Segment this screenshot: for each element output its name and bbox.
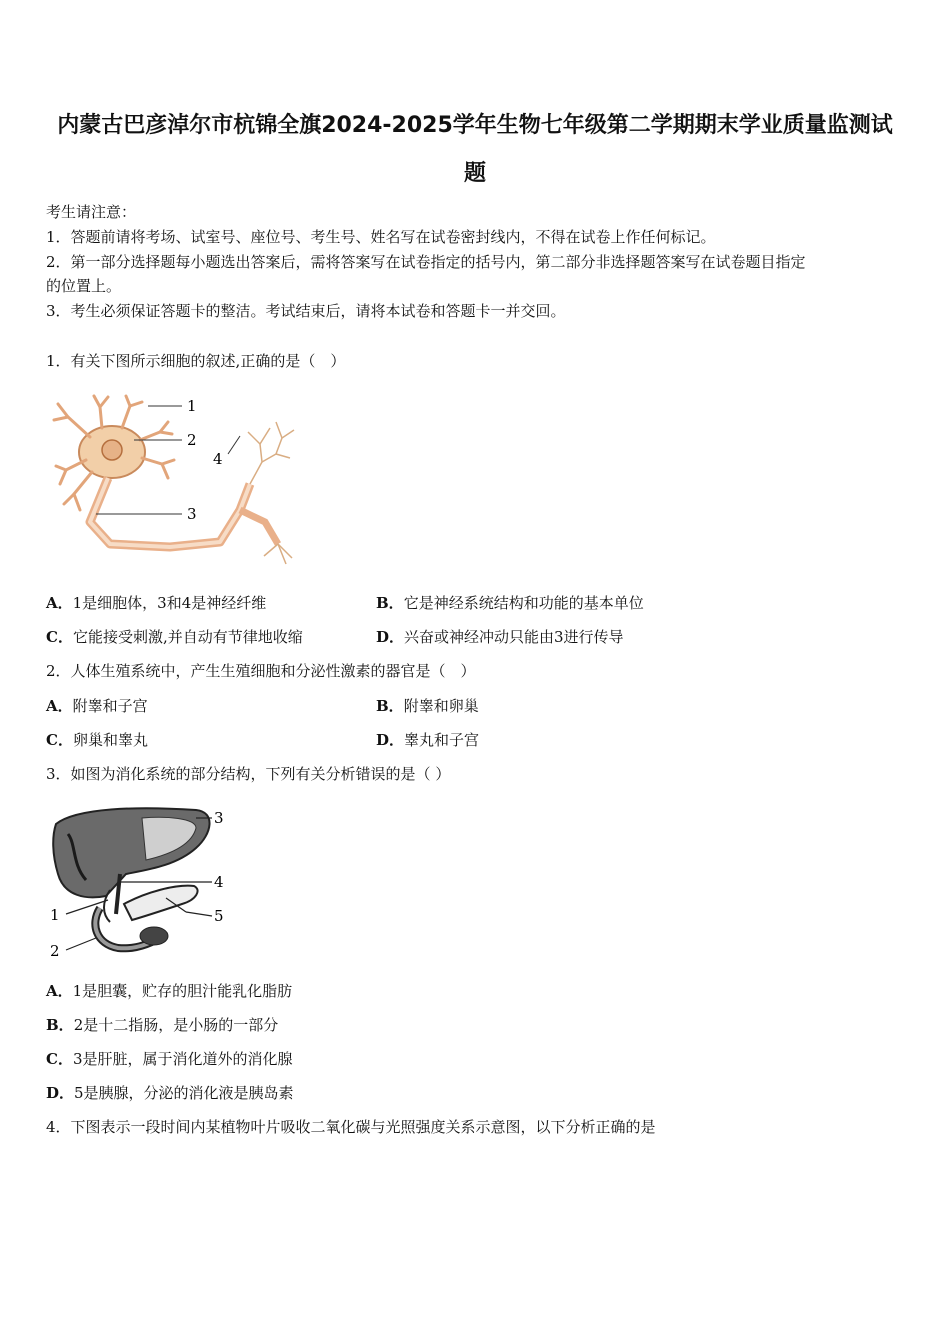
option-label: A． (46, 982, 73, 1000)
option-text: 5是胰腺，分泌的消化液是胰岛素 (74, 1084, 294, 1102)
figure-label: 5 (214, 907, 224, 925)
option-text: 它是神经系统结构和功能的基本单位 (403, 594, 644, 612)
axon-terminals (248, 422, 294, 564)
digestive-system-figure (46, 804, 236, 964)
option-a (46, 593, 266, 613)
figure-label: 2 (50, 942, 60, 960)
option-label: B． (46, 1016, 74, 1034)
option-d (376, 627, 624, 647)
option-label: C． (46, 1050, 73, 1068)
notice-item: 3．考生必须保证答题卡的整洁。考试结束后，请将本试卷和答题卡一并交回。 (46, 302, 566, 320)
question-2-stem: 2．人体生殖系统中，产生生殖细胞和分泌性激素的器官是（ ） (46, 662, 476, 680)
option-text: 3是肝脏，属于消化道外的消化腺 (72, 1050, 293, 1068)
option-c (46, 627, 303, 647)
figure-label: 4 (213, 450, 223, 468)
option-b (46, 1015, 278, 1035)
option-c (46, 1049, 293, 1069)
option-text: 1是细胞体，3和4是神经纤维 (72, 594, 267, 612)
page-title-line-2: 题 (463, 161, 486, 186)
notice-item: 2．第一部分选择题每小题选出答案后，需将答案写在试卷指定的括号内，第二部分非选择题答案写在试卷题目指定 (46, 253, 806, 271)
option-text: 兴奋或神经冲动只能由3进行传导 (404, 628, 624, 646)
question-3-stem: 3．如图为消化系统的部分结构，下列有关分析错误的是（ ） (46, 765, 451, 783)
option-d (46, 1083, 294, 1103)
option-label: D． (376, 628, 405, 646)
figure-label: 1 (50, 906, 60, 924)
option-a (46, 981, 292, 1001)
figure-label: 4 (214, 873, 224, 891)
option-b (376, 593, 644, 613)
option-label: A． (46, 594, 73, 612)
axon (90, 478, 278, 547)
option-label: C． (46, 731, 73, 749)
option-text: 1是胆囊，贮存的胆汁能乳化脂肪 (72, 982, 293, 1000)
figure-label: 2 (187, 431, 197, 449)
option-label: C． (46, 628, 73, 646)
figure-label: 1 (187, 397, 197, 415)
option-b (376, 696, 479, 716)
liver (53, 808, 209, 897)
option-text: 2是十二指肠，是小肠的一部分 (73, 1016, 279, 1034)
option-c (46, 730, 148, 750)
option-text: 睾丸和子宫 (404, 731, 480, 749)
option-text: 卵巢和睾丸 (72, 731, 148, 749)
option-a (46, 696, 148, 716)
option-label: D． (376, 731, 405, 749)
pancreas (124, 886, 198, 920)
question-4-stem: 4．下图表示一段时间内某植物叶片吸收二氧化碳与光照强度关系示意图，以下分析正确的是 (46, 1118, 656, 1136)
notice-item: 1．答题前请将考场、试室号、座位号、考生号、姓名写在试卷密封线内，不得在试卷上作任何标记。 (46, 228, 716, 246)
option-d (376, 730, 479, 750)
option-text: 它能接受刺激,并自动有节律地收缩 (72, 628, 303, 646)
question-1-stem: 1．有关下图所示细胞的叙述,正确的是（ ） (46, 352, 346, 370)
option-text: 附睾和卵巢 (403, 697, 479, 715)
option-text: 附睾和子宫 (72, 697, 148, 715)
neuron-cell-body (79, 426, 145, 478)
notice-heading: 考生请注意： (46, 203, 137, 221)
figure-label: 3 (214, 809, 224, 827)
option-label: B． (376, 594, 404, 612)
neuron-figure (50, 392, 310, 572)
option-label: B． (376, 697, 404, 715)
figure-label: 3 (187, 505, 197, 523)
notice-item: 的位置上。 (46, 277, 122, 295)
option-label: A． (46, 697, 73, 715)
page-title-line-1: 内蒙古巴彦淖尔市杭锦全旗2024-2025学年生物七年级第二学期期末学业质量监测试 (57, 113, 893, 138)
option-label: D． (46, 1084, 75, 1102)
